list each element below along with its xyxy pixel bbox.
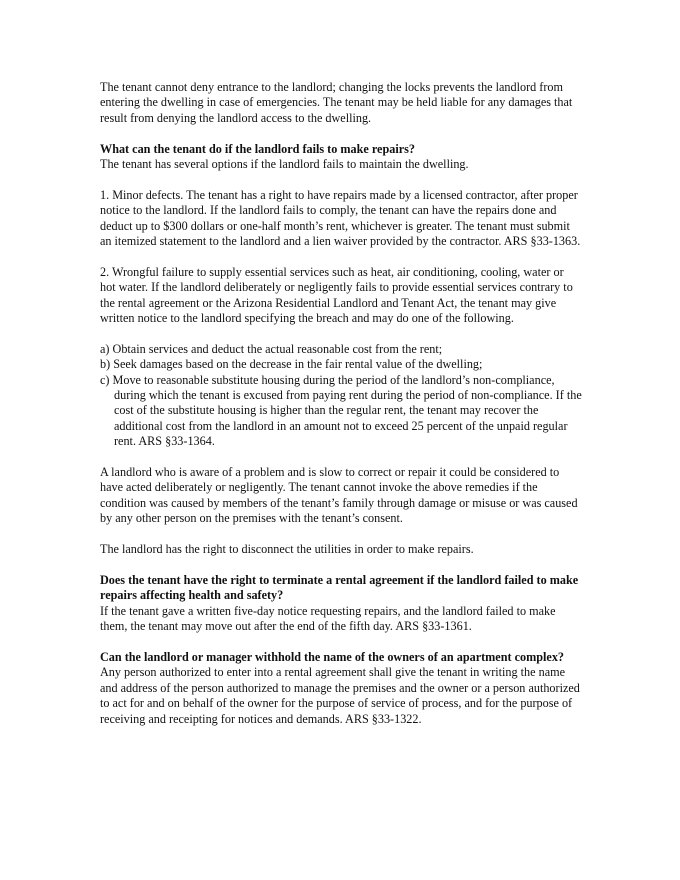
list-item: a) Obtain services and deduct the actual reasonable cost from the rent;: [100, 341, 443, 356]
answer-text: The tenant has several options if the landlord fails to maintain the dwelling.: [100, 157, 469, 172]
section-repairs: [100, 142, 582, 173]
section-terminate-agreement: [100, 573, 582, 635]
question-heading: Can the landlord or manager withhold the name of the owners of an apartment complex?: [100, 649, 565, 664]
section-owner-names: [100, 650, 582, 727]
paragraph-disconnect-utilities: The landlord has the right to disconnect the utilities in order to make repairs.: [100, 542, 474, 557]
remedy-options-list: [100, 342, 582, 450]
question-heading: What can the tenant do if the landlord fails to make repairs?: [100, 141, 415, 156]
list-item: b) Seek damages based on the decrease in the fair rental value of the dwelling;: [100, 357, 483, 372]
list-item: c) Move to reasonable substitute housing during the period of the landlord’s non-compliance, during which the tenant is excused from paying rent during the period of non-compliance. If the cost of the substitute housing is higher than the regular rent, the tenant may recover the additional cost from the landlord in an amount not to exceed 25 percent of the unpaid regular rent. ARS §33-1364.: [100, 372, 582, 449]
paragraph-minor-defects: 1. Minor defects. The tenant has a right to have repairs made by a licensed contractor, after proper notice to the landlord. If the landlord fails to comply, the tenant can have the repairs done and deduct up to $300 dollars or one-half month’s rent, whichever is greater. The tenant must submit an itemized statement to the landlord and a lien waiver provided by the contractor. ARS §33-1363.: [100, 187, 581, 249]
paragraph-essential-services: 2. Wrongful failure to supply essential services such as heat, air conditioning, cooling, water or hot water. If the landlord deliberately or negligently fails to provide essential services contrary to the rental agreement or the Arizona Residential Landlord and Tenant Act, the tenant may give written notice to the landlord specifying the breach and may do one of the following.: [100, 264, 573, 326]
paragraph-landlord-entrance: The tenant cannot deny entrance to the landlord; changing the locks prevents the landlord from entering the dwelling in case of emergencies. The tenant may be held liable for any damages that result from denying the landlord access to the dwelling.: [100, 80, 573, 125]
answer-text: Any person authorized to enter into a rental agreement shall give the tenant in writing the name and address of the person authorized to manage the premises and the owner or a person authorized to act for and on behalf of the owner for the purpose of service of process, and for the purpose of receiving and receipting for notices and demands. ARS §33-1322.: [100, 665, 580, 726]
document-page: [100, 80, 582, 742]
answer-text: If the tenant gave a written five-day notice requesting repairs, and the landlord failed to make them, the tenant may move out after the end of the fifth day. ARS §33-1361.: [100, 603, 556, 634]
paragraph-deliberate-negligence: A landlord who is aware of a problem and is slow to correct or repair it could be considered to have acted deliberately or negligently. The tenant cannot invoke the above remedies if the condition was caused by members of the tenant’s family through damage or misuse or was caused by any other person on the premises with the tenant’s consent.: [100, 465, 578, 526]
question-heading: Does the tenant have the right to terminate a rental agreement if the landlord failed to make repairs affecting health and safety?: [100, 572, 579, 603]
